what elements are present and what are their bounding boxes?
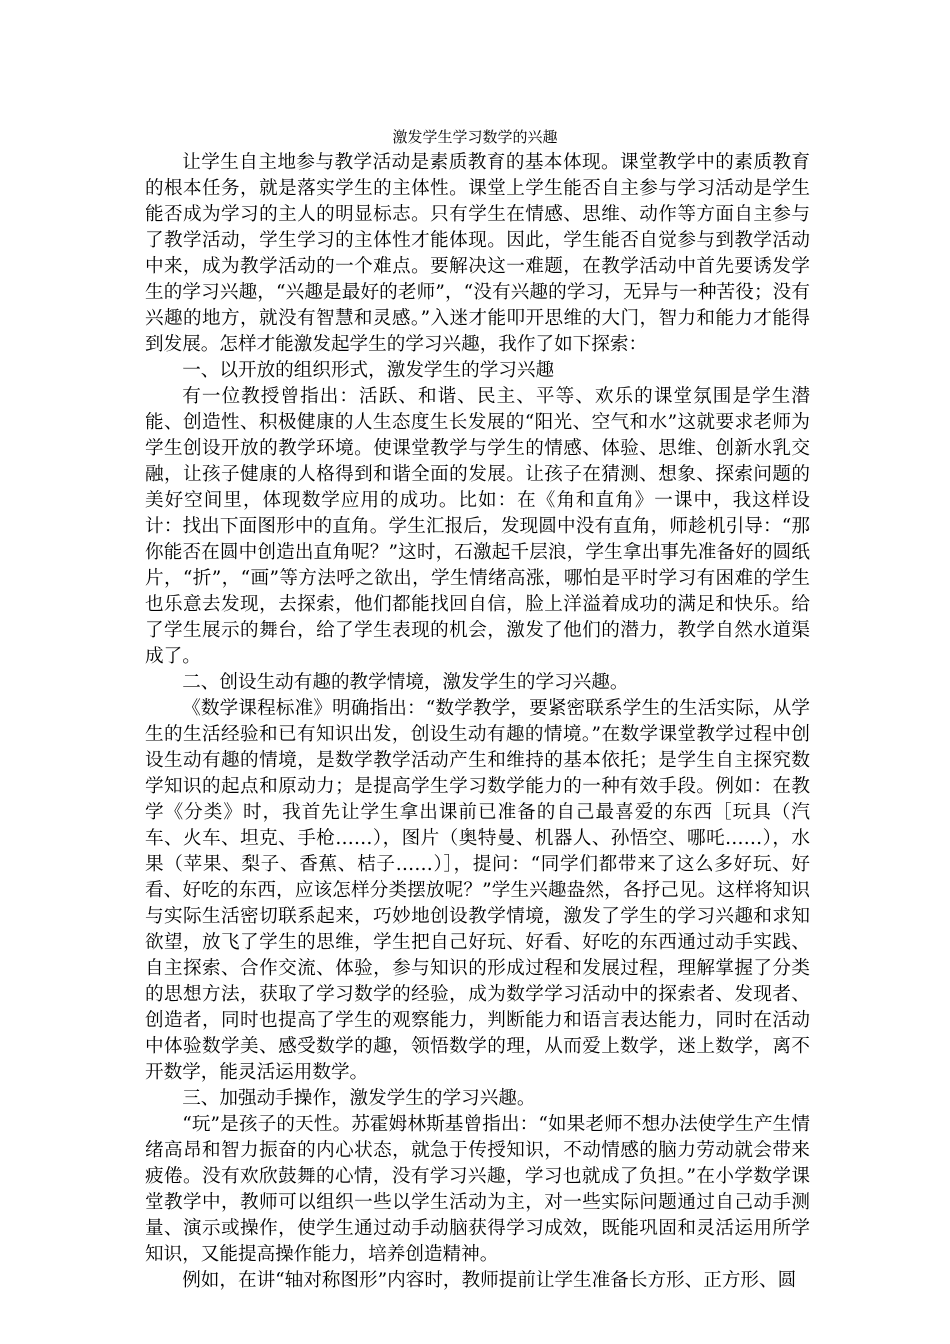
document-body xyxy=(145,150,810,1294)
paragraph-section-2: 《数学课程标准》明确指出：“数学教学，要紧密联系学生的生活实际，从学生的生活经验和已有知识出发，创设生动有趣的情境。”在数学课堂教学过程中创设生动有趣的情境，是数学教学活动产生和维持的基本依托；是学生自主探究数学知识的起点和原动力；是提高学生学习数学能力的一种有效手段。例如：在教学《分类》时，我首先让学生拿出课前已准备的自己最喜爱的东西［玩具（汽车、火车、坦克、手枪……），图片（奥特曼、机器人、孙悟空、哪吒……），水果（苹果、梨子、香蕉、桔子……）］，提问：“同学们都带来了这么多好玩、好看、好吃的东西，应该怎样分类摆放呢？”学生兴趣盎然，各抒己见。这样将知识与实际生活密切联系起来，巧妙地创设教学情境，激发了学生的学习兴趣和求知欲望，放飞了学生的思维，学生把自己好玩、好看、好吃的东西通过动手实践、自主探索、合作交流、体验，参与知识的形成过程和发展过程，理解掌握了分类的思想方法，获取了学习数学的经验，成为数学学习活动中的探索者、发现者、创造者，同时也提高了学生的观察能力，判断能力和语言表达能力，同时在活动中体验数学美、感受数学的趣，领悟数学的理，从而爱上数学，迷上数学，离不开数学，能灵活运用数学。 xyxy=(145,698,810,1083)
paragraph-intro: 让学生自主地参与教学活动是素质教育的基本体现。课堂教学中的素质教育的根本任务，就是落实学生的主体性。课堂上学生能否自主参与学习活动是学生能否成为学习的主人的明显标志。只有学生在情感、思维、动作等方面自主参与了教学活动，学生学习的主体性才能体现。因此，学生能否自觉参与到教学活动中来，成为教学活动的一个难点。要解决这一难题，在教学活动中首先要诱发学生的学习兴趣，“兴趣是最好的老师”，“没有兴趣的学习，无异与一种苦役；没有兴趣的地方，就没有智慧和灵感。”入迷才能叩开思维的大门，智力和能力才能得到发展。怎样才能激发起学生的学习兴趣，我作了如下探索： xyxy=(145,152,810,355)
paragraph-section-1: 有一位教授曾指出：活跃、和谐、民主、平等、欢乐的课堂氛围是学生潜能、创造性、积极健康的人生态度生长发展的“阳光、空气和水”这就要求老师为学生创设开放的教学环境。使课堂教学与学生的情感、体验、思维、创新水乳交融，让孩子健康的人格得到和谐全面的发展。让孩子在猜测、想象、探索问题的美好空间里，体现数学应用的成功。比如：在《角和直角》一课中，我这样设计：找出下面图形中的直角。学生汇报后，发现圆中没有直角，师趁机引导：“那你能否在圆中创造出直角呢？”这时，石激起千层浪，学生拿出事先准备好的圆纸片，“折”，“画”等方法呼之欲出，学生情绪高涨，哪怕是平时学习有困难的学生也乐意去发现，去探索，他们都能找回自信，脸上洋溢着成功的满足和快乐。给了学生展示的舞台，给了学生表现的机会，激发了他们的潜力，教学自然水道渠成了。 xyxy=(145,386,810,667)
document-title: 激发学生学习数学的兴趣 xyxy=(392,128,558,146)
section-heading-1: 一、以开放的组织形式，激发学生的学习兴趣 xyxy=(182,360,555,381)
paragraph-example: 例如，在讲“轴对称图形”内容时，教师提前让学生准备长方形、正方形、圆 xyxy=(182,1270,797,1291)
section-heading-3: 三、加强动手操作，激发学生的学习兴趣。 xyxy=(182,1088,536,1109)
section-heading-2: 二、创设生动有趣的教学情境，激发学生的学习兴趣。 xyxy=(182,672,629,693)
paragraph-section-3: “玩”是孩子的天性。苏霍姆林斯基曾指出：“如果老师不想办法使学生产生情绪高昂和智力振奋的内心状态，就急于传授知识，不动情感的脑力劳动就会带来疲倦。没有欢欣鼓舞的心情，没有学习兴趣，学习也就成了负担。”在小学数学课堂教学中，教师可以组织一些以学生活动为主，对一些实际问题通过自己动手测量、演示或操作，使学生通过动手动脑获得学习成效，既能巩固和灵活运用所学知识，又能提高操作能力，培养创造精神。 xyxy=(145,1114,810,1265)
